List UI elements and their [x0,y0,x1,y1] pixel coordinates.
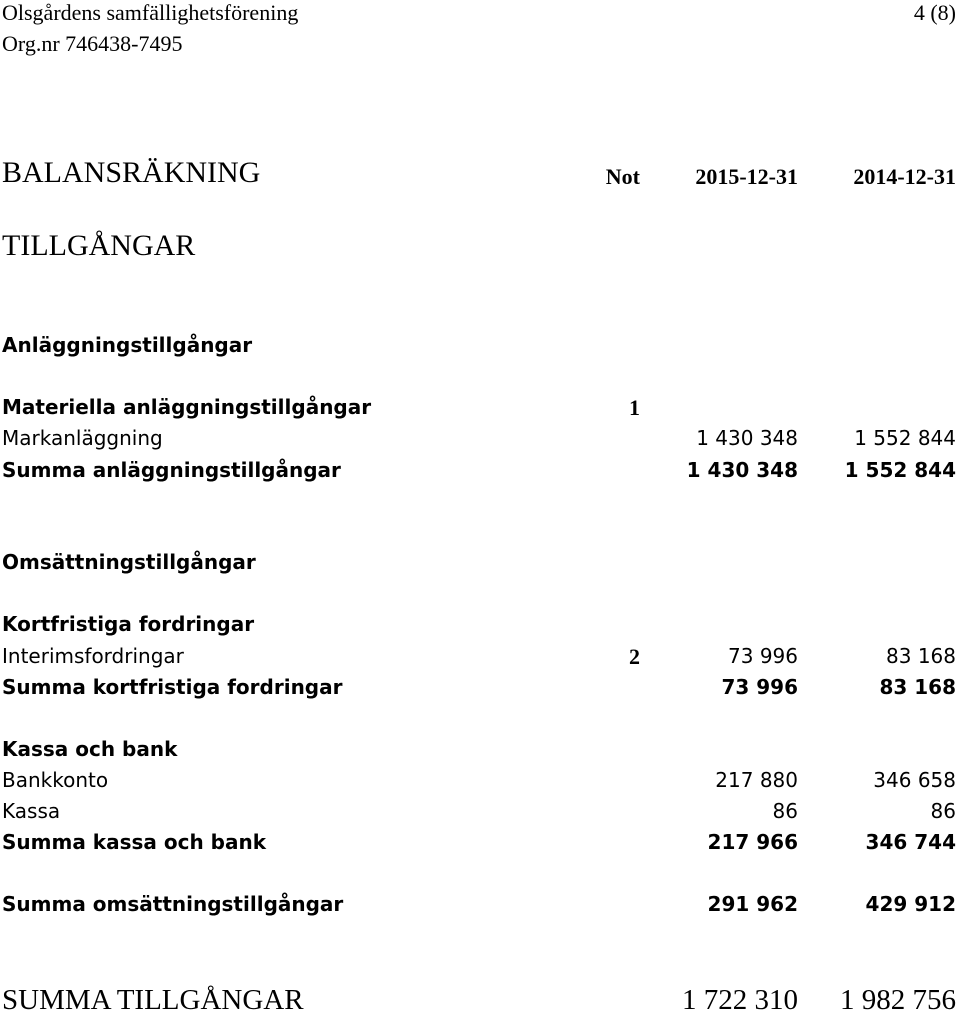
page-number: 4 (8) [913,0,956,25]
column-header-note: Not [605,164,640,189]
row-label: Summa anläggningstillgångar [2,458,341,482]
row-label: Omsättningstillgångar [2,550,256,574]
value-current-year: 1 430 348 [696,426,798,450]
note-reference: 1 [629,395,640,420]
page-title: BALANSRÄKNING [2,156,261,189]
row-label: Summa kassa och bank [2,830,266,854]
value-current-year: 291 962 [707,892,798,916]
value-current-year: 1 430 348 [686,458,798,482]
row-label: Anläggningstillgångar [2,333,253,357]
row-label: Kassa och bank [2,737,178,761]
total-label: SUMMA TILLGÅNGAR [2,984,304,1016]
organization-name: Olsgårdens samfällighetsförening [2,0,299,25]
value-previous-year: 346 658 [873,768,956,792]
column-header-previous-year: 2014-12-31 [853,164,956,189]
row-label: Kortfristiga fordringar [2,612,255,636]
value-previous-year: 1 552 844 [844,458,956,482]
row-label: Bankkonto [2,768,109,792]
subsection-heading-cash [0,737,960,763]
total-current-year: 1 722 310 [682,984,798,1016]
note-reference: 2 [629,644,640,669]
sum-row-current-assets [0,892,960,918]
balance-row-interimsfordringar [0,644,960,670]
value-current-year: 86 [772,799,798,823]
value-previous-year: 346 744 [865,830,956,854]
value-previous-year: 1 552 844 [854,426,956,450]
subsection-heading-receivables [0,612,960,638]
value-previous-year: 429 912 [865,892,956,916]
balance-row-markanlaggning [0,426,960,452]
row-label: Interimsfordringar [2,644,184,668]
row-label: Kassa [2,799,61,823]
balance-row-kassa [0,799,960,825]
sum-row-fixed-assets [0,458,960,484]
row-label: Materiella anläggningstillgångar [2,395,372,419]
column-header-current-year: 2015-12-31 [695,164,798,189]
value-current-year: 73 996 [721,675,798,699]
value-current-year: 217 880 [715,768,798,792]
value-previous-year: 83 168 [879,675,956,699]
row-label: Summa omsättningstillgångar [2,892,344,916]
row-label: Markanläggning [2,426,163,450]
value-current-year: 217 966 [707,830,798,854]
section-heading-assets: TILLGÅNGAR [2,229,196,262]
section-heading-fixed-assets [0,333,960,359]
sum-row-receivables [0,675,960,701]
organization-number: Org.nr 746438-7495 [2,31,183,56]
balance-row-bankkonto [0,768,960,794]
value-current-year: 73 996 [728,644,798,668]
subsection-heading-tangible-assets [0,395,960,421]
value-previous-year: 86 [930,799,956,823]
total-previous-year: 1 982 756 [840,984,956,1016]
row-label: Summa kortfristiga fordringar [2,675,343,699]
sum-row-cash [0,830,960,856]
section-heading-current-assets [0,550,960,576]
total-assets-row [0,984,960,1018]
value-previous-year: 83 168 [886,644,956,668]
